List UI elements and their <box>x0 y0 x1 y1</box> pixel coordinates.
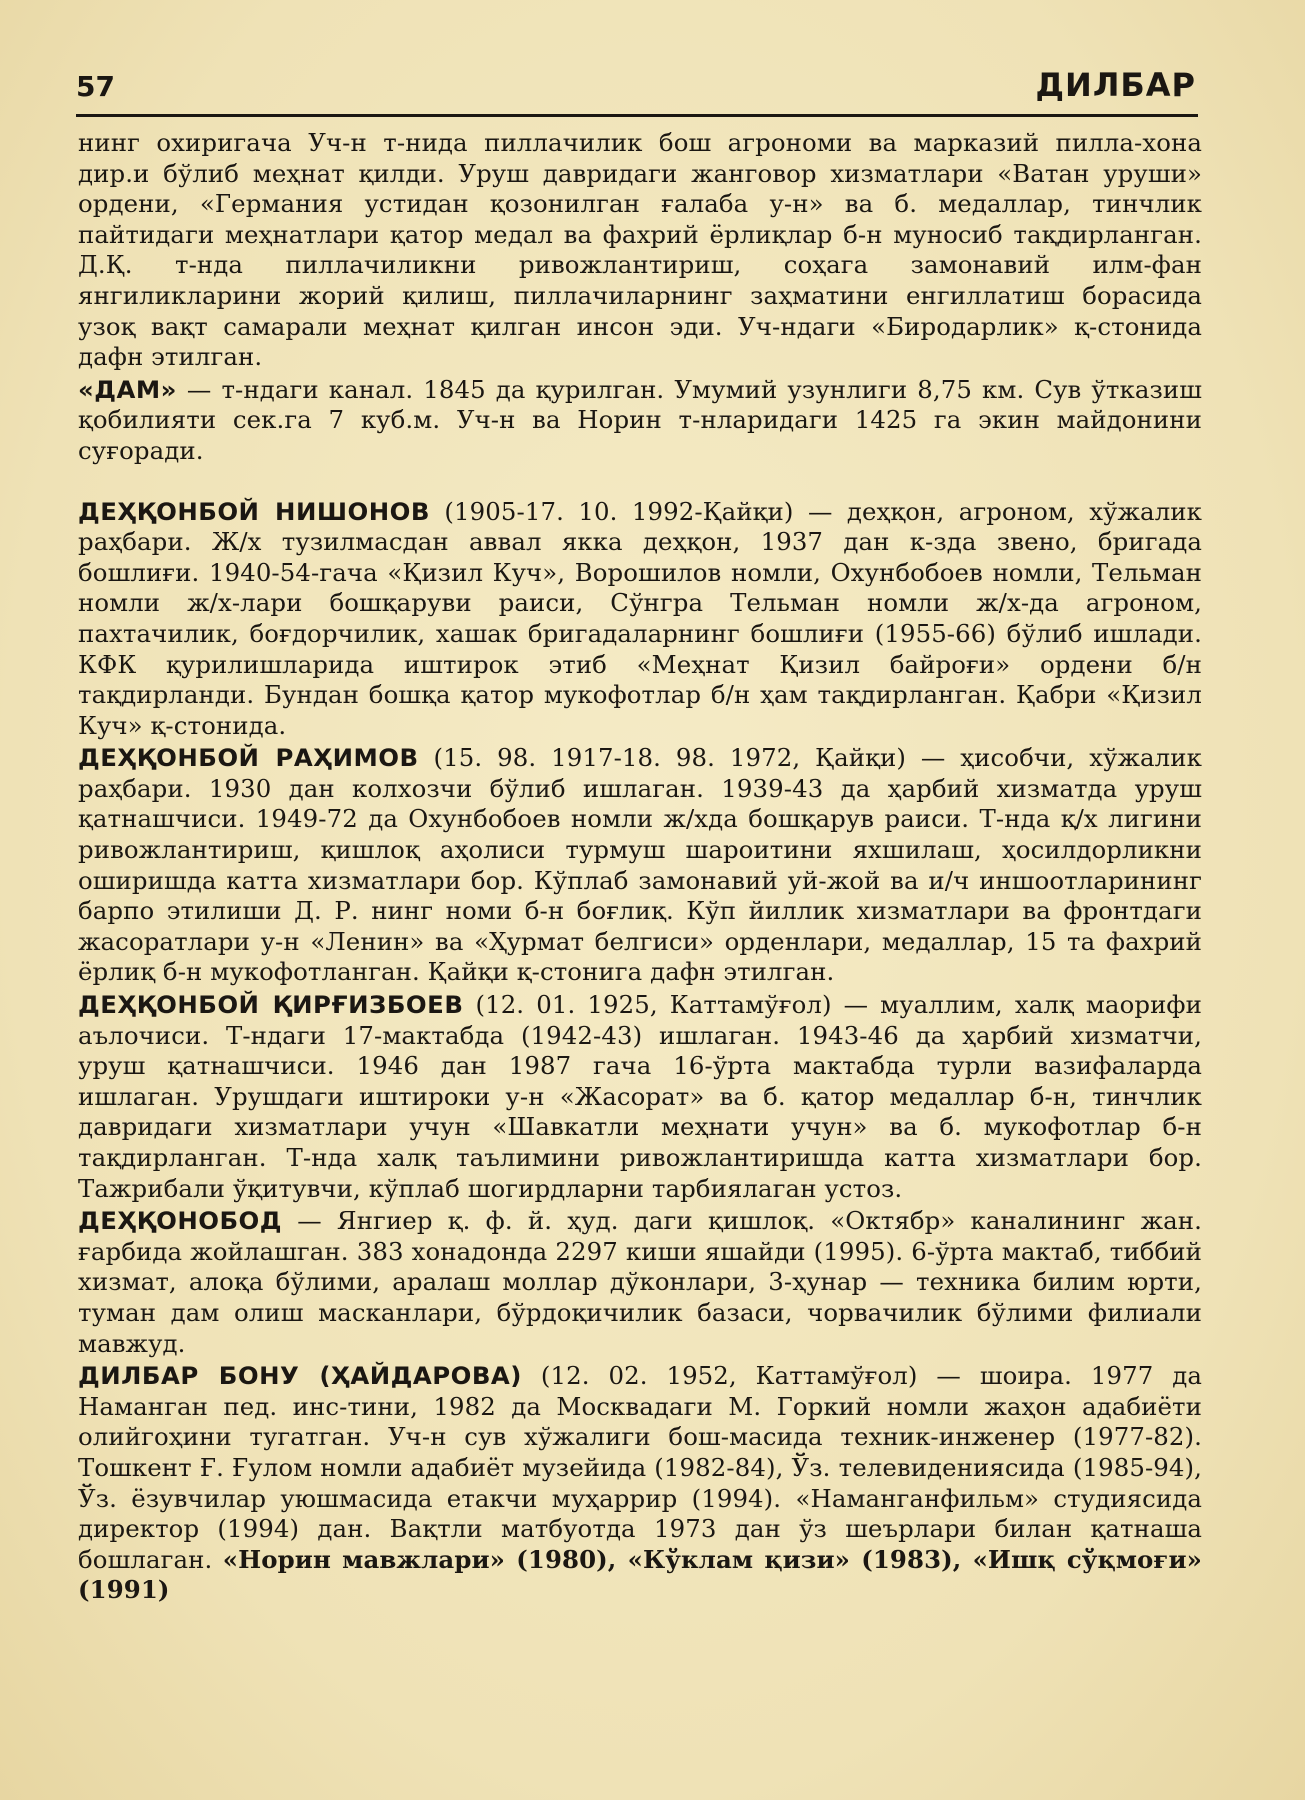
entry-body: (12. 02. 1952, Каттамўғол) — шоира. 1977 да Наманган пед. инс-тини, 1982 да Москвадаги М. Горкий номли жаҳон адабиёти олийгоҳини тугатган. Уч-н сув хўжалиги бош-масида техник-инженер (1977-82). Тошкент Ғ. Ғулом номли адабиёт музейида (1982-84), Ўз. телевидениясида (1985-94), Ўз. ёзувчилар уюшмасида етакчи муҳаррир (1994). «Наманганфильм» студиясида директор (1994) дан. Вақтли матбуотда 1973 дан ўз шеърлари билан қатнаша бошлаган. <box>78 1361 1202 1574</box>
entry-heading: ДИЛБАР БОНУ (ҲАЙДАРОВА) <box>78 1361 522 1391</box>
entry-heading: ДЕҲҚОНБОЙ РАҲИМОВ <box>78 743 419 773</box>
entry-dehqonboy-qirgizboev <box>78 990 1202 1204</box>
entry-heading: «ДАМ» <box>78 374 177 404</box>
entry-dilbar-bonu <box>78 1361 1202 1606</box>
running-title: ДИЛБАР <box>1035 66 1196 104</box>
entry-dehqonboy-rahimov <box>78 743 1202 988</box>
entry-dehqonboy-nishonov <box>78 497 1202 742</box>
entry-dam <box>78 375 1202 467</box>
entry-body: (1905-17. 10. 1992-Қайқи) — деҳқон, агроном, хўжалик раҳбари. Ж/х тузилмасдан аввал якка деҳқон, 1937 дан к-зда звено, бригада бошлиғи. 1940-54-гача «Қизил Куч», Ворошилов номли, Охунбобоев номли, Тельман номли ж/х-лари бошқаруви раиси, Сўнгра Тельман номли ж/х-да агроном, пахтачилик, боғдорчилик, хашак бригадаларнинг бошлиғи (1955-66) бўлиб ишлади. КФК қурилишларида иштирок этиб «Меҳнат Қизил байроғи» ордени б/н тақдирланди. Бундан бошқа қатор мукофотлар б/н ҳам тақдирланган. Қабри «Қизил Куч» қ-стонида. <box>78 496 1202 740</box>
entry-heading: ДЕҲҚОНБОЙ НИШОНОВ <box>78 496 430 526</box>
header-rule <box>76 114 1198 117</box>
entry-body: (12. 01. 1925, Каттамўғол) — муаллим, халқ маорифи аълочиси. Т-ндаги 17-мактабда (1942-43) ишлаган. 1943-46 да ҳарбий хизматчи, уруш қатнашчиси. 1946 дан 1987 гача 16-ўрта мактабда турли вазифаларда ишлаган. Урушдаги иштироки у-н «Жасорат» ва б. қатор медаллар б-н, тинчлик давридаги хизматлари учун «Шавкатли меҳнати учун» ва б. мукофотлар б-н тақдирланган. Т-нда халқ таълимини ривожлантиришда катта хизматлари бор. Тажрибали ўқитувчи, кўплаб шогирдларни тарбиялаган устоз. <box>78 990 1202 1203</box>
entry-dehqonobod <box>78 1206 1202 1359</box>
page-number: 57 <box>76 70 115 103</box>
entry-body: нинг охиригача Уч-н т-нида пиллачилик бош агрономи ва марказий пилла-хона дир.и бўлиб меҳнат қилди. Уруш давридаги жанговор хизматлари «Ватан уруши» ордени, «Германия устидан қозонилган ғалаба у-н» ва б. медаллар, тинчлик пайтидаги меҳнатлари қатор медал ва фахрий ёрлиқлар б-н муносиб тақдирланган. Д.Қ. т-нда пиллачиликни ривожлантириш, соҳага замонавий илм-фан янгиликларини жорий қилиш, пиллачиларнинг заҳматини енгиллатиш борасида узоқ вақт самарали меҳнат қилган инсон эди. Уч-ндаги «Биродарлик» қ-стонида дафн этилган. <box>78 128 1202 372</box>
entry-heading: ДЕҲҚОНБОЙ ҚИРҒИЗБОЕВ <box>78 990 464 1020</box>
page-content <box>78 128 1202 1606</box>
entry-continuation <box>78 128 1202 373</box>
page-header <box>76 62 1196 108</box>
entry-body: — т-ндаги канал. 1845 да қурилган. Умумий узунлиги 8,75 км. Сув ўтказиш қобилияти сек.га 7 куб.м. Уч-н ва Норин т-нларидаги 1425 га экин майдонини суғоради. <box>78 374 1202 465</box>
entry-body: (15. 98. 1917-18. 98. 1972, Қайқи) — ҳисобчи, хўжалик раҳбари. 1930 дан колхозчи бўлиб ишлаган. 1939-43 да ҳарбий хизматда уруш қатнашчиси. 1949-72 да Охунбобоев номли ж/хда бошқарув раиси. Т-нда қ/х лигини ривожлантириш, қишлоқ аҳолиси турмуш шароитини яхшилаш, ҳосилдорликни оширишда катта хизматлари бор. Кўплаб замонавий уй-жой ва и/ч иншоотларининг барпо этилиши Д. Р. нинг номи б-н боғлиқ. Кўп йиллик хизматлари ва фронтдаги жасоратлари у-н «Ленин» ва «Ҳурмат белгиси» орденлари, медаллар, 15 та фахрий ёрлиқ б-н мукофотланган. Қайқи қ-стонига дафн этилган. <box>78 743 1202 987</box>
entry-body: — Янгиер қ. ф. й. ҳуд. даги қишлоқ. «Октябр» каналининг жан. ғарбида жойлашган. 383 хонадонда 2297 киши яшайди (1995). 6-ўрта мактаб, тиббий хизмат, алоқа бўлими, аралаш моллар дўконлари, 3-ҳунар — техника билим юрти, туман дам олиш масканлари, бўрдоқичилик базаси, чорвачилик бўлими филиали мавжуд. <box>78 1206 1202 1358</box>
entry-works-list: «Норин мавжлари» (1980), «Кўклам қизи» (1983), «Ишқ сўқмоғи» (1991) <box>78 1544 1202 1605</box>
entry-heading: ДЕҲҚОНОБОД <box>78 1206 283 1236</box>
